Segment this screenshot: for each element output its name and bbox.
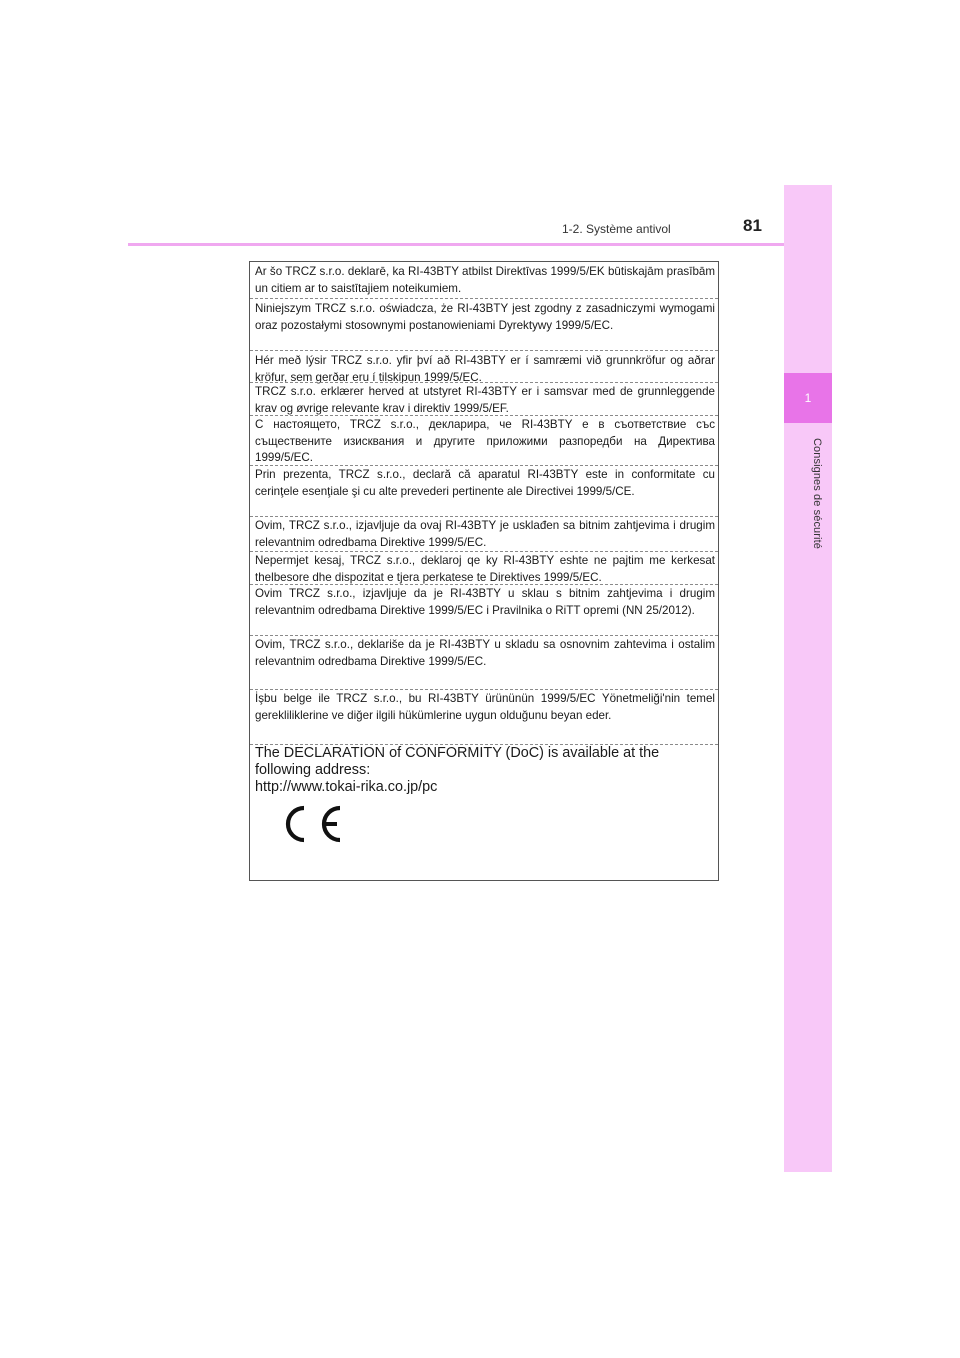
header-divider (128, 243, 784, 246)
separator (250, 584, 718, 585)
separator (250, 382, 718, 383)
separator (250, 465, 718, 466)
separator (250, 551, 718, 552)
declaration-norwegian: TRCZ s.r.o. erklærer herved at utstyret RI-43BTY er i samsvar med de grunnleggende krav og øvrige relevante krav i direktiv 1999/5/EF. (255, 385, 715, 415)
separator (250, 689, 718, 690)
declaration-serbian: Ovim, TRCZ s.r.o., deklariše da je RI-43BTY u skladu sa osnovnim zahtevima i ostalim relevantnim odredbama Direktive 1999/5/EC. (255, 638, 715, 668)
separator (250, 635, 718, 636)
declaration-polish: Niniejszym TRCZ s.r.o. oświadcza, że RI-43BTY jest zgodny z zasadniczymi wymogami oraz pozostałymi stosownymi postanowieniami Dyrektywy 1999/5/EC. (255, 302, 715, 332)
declaration-croatian: Ovim TRCZ s.r.o., izjavljuje da je RI-43BTY u sklau s bitnim zahtjevima i drugim relevantnim odredbama Direktive 1999/5/EC i Pravilnika o RiTT opremi (NN 25/2012). (255, 587, 715, 617)
doc-note-line-2: following address: (255, 762, 371, 778)
declaration-bulgarian: С настоящето, TRCZ s.r.o., декларира, че RI-43BTY е в съответствие със съществените изисквания и другите приложими разпоредби на Директива 1999/5/EC. (255, 418, 715, 464)
conformity-declaration-box (249, 261, 719, 881)
doc-note-line-1: The DECLARATION of CONFORMITY (DoC) is available at the (255, 745, 660, 761)
separator (250, 350, 718, 351)
doc-availability-note (255, 745, 715, 796)
section-title: 1-2. Système antivol (562, 222, 671, 236)
declaration-icelandic: Hér með lýsir TRCZ s.r.o. yfir því að RI-43BTY er í samræmi við grunnkröfur og aðrar kröfur, sem gerðar eru í tilskipun 1999/5/EC. (255, 354, 715, 384)
chapter-label: Consignes de sécurité (811, 438, 823, 549)
chapter-number-tab[interactable]: 1 (784, 373, 832, 423)
page-number: 81 (743, 216, 762, 235)
chapter-side-tab (784, 185, 832, 1172)
declaration-turkish: İşbu belge ile TRCZ s.r.o., bu RI-43BTY ürününün 1999/5/EC Yönetmeliği'nin temel gerekliliklerine ve diğer ilgili hükümlerine uygun olduğunu beyan eder. (255, 692, 715, 722)
declaration-latvian: Ar šo TRCZ s.r.o. deklarē, ka RI-43BTY atbilst Direktīvas 1999/5/EK būtiskajām prasībām un citiem ar to saistītajiem noteikumiem. (255, 265, 715, 295)
declaration-albanian: Nepermjet kesaj, TRCZ s.r.o., deklaroj qe ky RI-43BTY eshte ne pajtim me kerkesat thelbesore dhe dispozitat e tjera perkatese te Direktives 1999/5/EC. (255, 554, 715, 584)
separator (250, 415, 718, 416)
ce-mark-icon (274, 802, 344, 846)
separator (250, 298, 718, 299)
doc-url[interactable]: http://www.tokai-rika.co.jp/pc (255, 779, 438, 795)
declaration-romanian: Prin prezenta, TRCZ s.r.o., declară că aparatul RI-43BTY este in conformitate cu cerinţele esenţiale şi cu alte prevederi pertinente ale Directivei 1999/5/CE. (255, 468, 715, 498)
declaration-bosnian: Ovim, TRCZ s.r.o., izjavljuje da ovaj RI-43BTY je usklađen sa bitnim zahtjevima i drugim relevantnim odredbama Direktive 1999/5/EC. (255, 519, 715, 549)
separator (250, 516, 718, 517)
